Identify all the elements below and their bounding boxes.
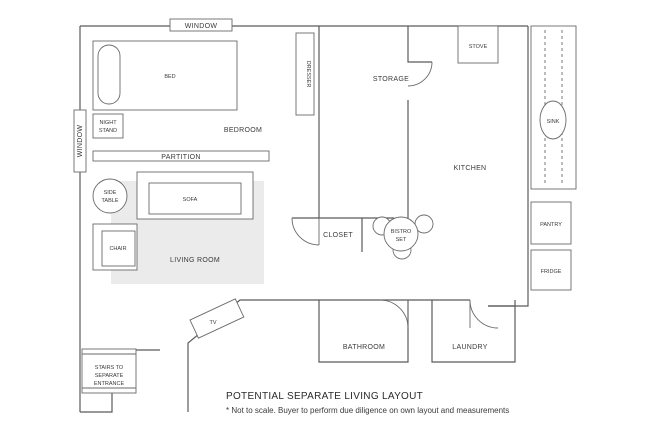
bistro-label-2: SET bbox=[395, 237, 407, 243]
stove-label: STOVE bbox=[468, 44, 488, 50]
dresser-label: DRESSER bbox=[305, 60, 311, 88]
stairs-label-2: SEPARATE bbox=[94, 373, 124, 379]
chair-label: CHAIR bbox=[109, 246, 127, 252]
side-table-label-2: TABLE bbox=[101, 198, 119, 204]
night-stand-label-1: NIGHT bbox=[99, 120, 117, 126]
bed-label: BED bbox=[164, 74, 176, 80]
side-table-label-1: SIDE bbox=[103, 190, 117, 196]
stairs-label-3: ENTRANCE bbox=[93, 381, 125, 387]
bistro-label-1: BISTRO bbox=[390, 229, 412, 235]
laundry-door-swing bbox=[470, 300, 498, 328]
bed-pillow bbox=[98, 45, 120, 104]
bathroom-label: BATHROOM bbox=[342, 344, 386, 351]
pantry-label: PANTRY bbox=[540, 222, 562, 228]
tv bbox=[190, 299, 244, 338]
window-left-label: WINDOW bbox=[77, 124, 84, 158]
fridge-label: FRIDGE bbox=[540, 269, 562, 275]
storage-door-swing bbox=[408, 62, 432, 86]
kitchen-label: KITCHEN bbox=[453, 165, 487, 172]
bedroom-label: BEDROOM bbox=[223, 127, 263, 134]
window-top-label: WINDOW bbox=[184, 23, 218, 30]
stairs-label-1: STAIRS TO bbox=[94, 365, 124, 371]
storage-wall bbox=[408, 26, 432, 218]
bathroom-walls bbox=[319, 300, 408, 362]
sink-label: SINK bbox=[546, 119, 560, 125]
night-stand-label-2: STAND bbox=[98, 128, 118, 134]
bathroom-door-swing bbox=[380, 300, 408, 328]
partition-label: PARTITION bbox=[161, 154, 201, 161]
disclaimer-note: * Not to scale. Buyer to perform due diligence on own layout and measurements bbox=[226, 406, 510, 415]
laundry-label: LAUNDRY bbox=[452, 344, 488, 351]
layout-title: POTENTIAL SEPARATE LIVING LAYOUT bbox=[226, 391, 424, 402]
side-table bbox=[93, 179, 127, 213]
laundry-walls bbox=[432, 300, 515, 362]
storage-label: STORAGE bbox=[372, 76, 410, 83]
night-stand bbox=[93, 114, 123, 138]
sofa-label: SOFA bbox=[182, 197, 198, 203]
tv-label: TV bbox=[209, 320, 217, 326]
closet-label: CLOSET bbox=[323, 232, 353, 239]
living-room-label: LIVING ROOM bbox=[170, 257, 220, 264]
closet-door-swing bbox=[292, 218, 319, 245]
